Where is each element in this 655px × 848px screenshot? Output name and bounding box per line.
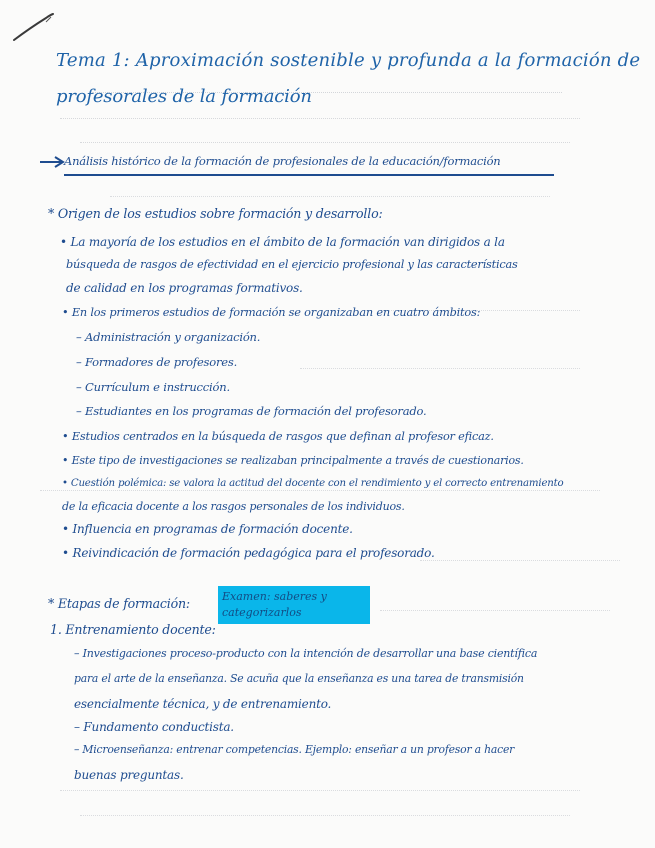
bullet-1-line-3: de calidad en los programas formativos. — [66, 281, 303, 295]
title-line-1: Tema 1: Aproximación sostenible y profunda a la formación de — [56, 50, 641, 71]
dash-item-4: – Estudiantes en los programas de formación del profesorado. — [76, 404, 427, 418]
dash-item-3: – Currículum e instrucción. — [76, 380, 230, 394]
title-line-2: profesorales de la formación — [56, 86, 312, 107]
dash-item-2: – Formadores de profesores. — [76, 355, 238, 369]
stage-1-line-5: – Microenseñanza: entrenar competencias. Ejemplo: enseñar a un profesor a hacer — [74, 743, 515, 756]
bullet-1-line-2: búsqueda de rasgos de efectividad en el ejercicio profesional y las características — [66, 258, 518, 271]
bullet-5-line-2: de la eficacia docente a los rasgos personales de los individuos. — [62, 500, 405, 513]
bullet-6: • Influencia en programas de formación docente. — [62, 522, 353, 536]
highlight-text-line-2: categorizarlos — [222, 606, 302, 619]
stage-1-heading: 1. Entrenamiento docente: — [50, 622, 216, 637]
bullet-3: • Estudios centrados en la búsqueda de rasgos que definan al profesor eficaz. — [62, 430, 494, 443]
stage-1-line-4: – Fundamento conductista. — [74, 720, 234, 734]
stage-1-line-3: esencialmente técnica, y de entrenamiento. — [74, 697, 332, 711]
dash-item-1: – Administración y organización. — [76, 330, 261, 344]
bullet-2: • En los primeros estudios de formación se organizaban en cuatro ámbitos: — [62, 306, 481, 319]
section-heading: Análisis histórico de la formación de profesionales de la educación/formación — [64, 154, 501, 168]
bullet-1-line-1: • La mayoría de los estudios en el ámbito de la formación van dirigidos a la — [60, 235, 505, 249]
stages-heading: * Etapas de formación: — [48, 596, 190, 611]
bullet-5-line-1: • Cuestión polémica: se valora la actitud del docente con el rendimiento y el correcto entrenamiento — [62, 478, 564, 489]
bullet-4: • Este tipo de investigaciones se realizaban principalmente a través de cuestionarios. — [62, 454, 524, 467]
stage-1-line-6: buenas preguntas. — [74, 768, 184, 782]
stage-1-line-2: para el arte de la enseñanza. Se acuña que la enseñanza es una tarea de transmisión — [74, 672, 524, 685]
origin-heading: * Origen de los estudios sobre formación y desarrollo: — [48, 206, 383, 221]
bullet-7: • Reivindicación de formación pedagógica para el profesorado. — [62, 546, 435, 560]
section-heading-underline — [64, 174, 554, 176]
stage-1-line-1: – Investigaciones proceso-producto con la intención de desarrollar una base científica — [74, 647, 538, 660]
highlight-text-line-1: Examen: saberes y — [222, 590, 327, 603]
